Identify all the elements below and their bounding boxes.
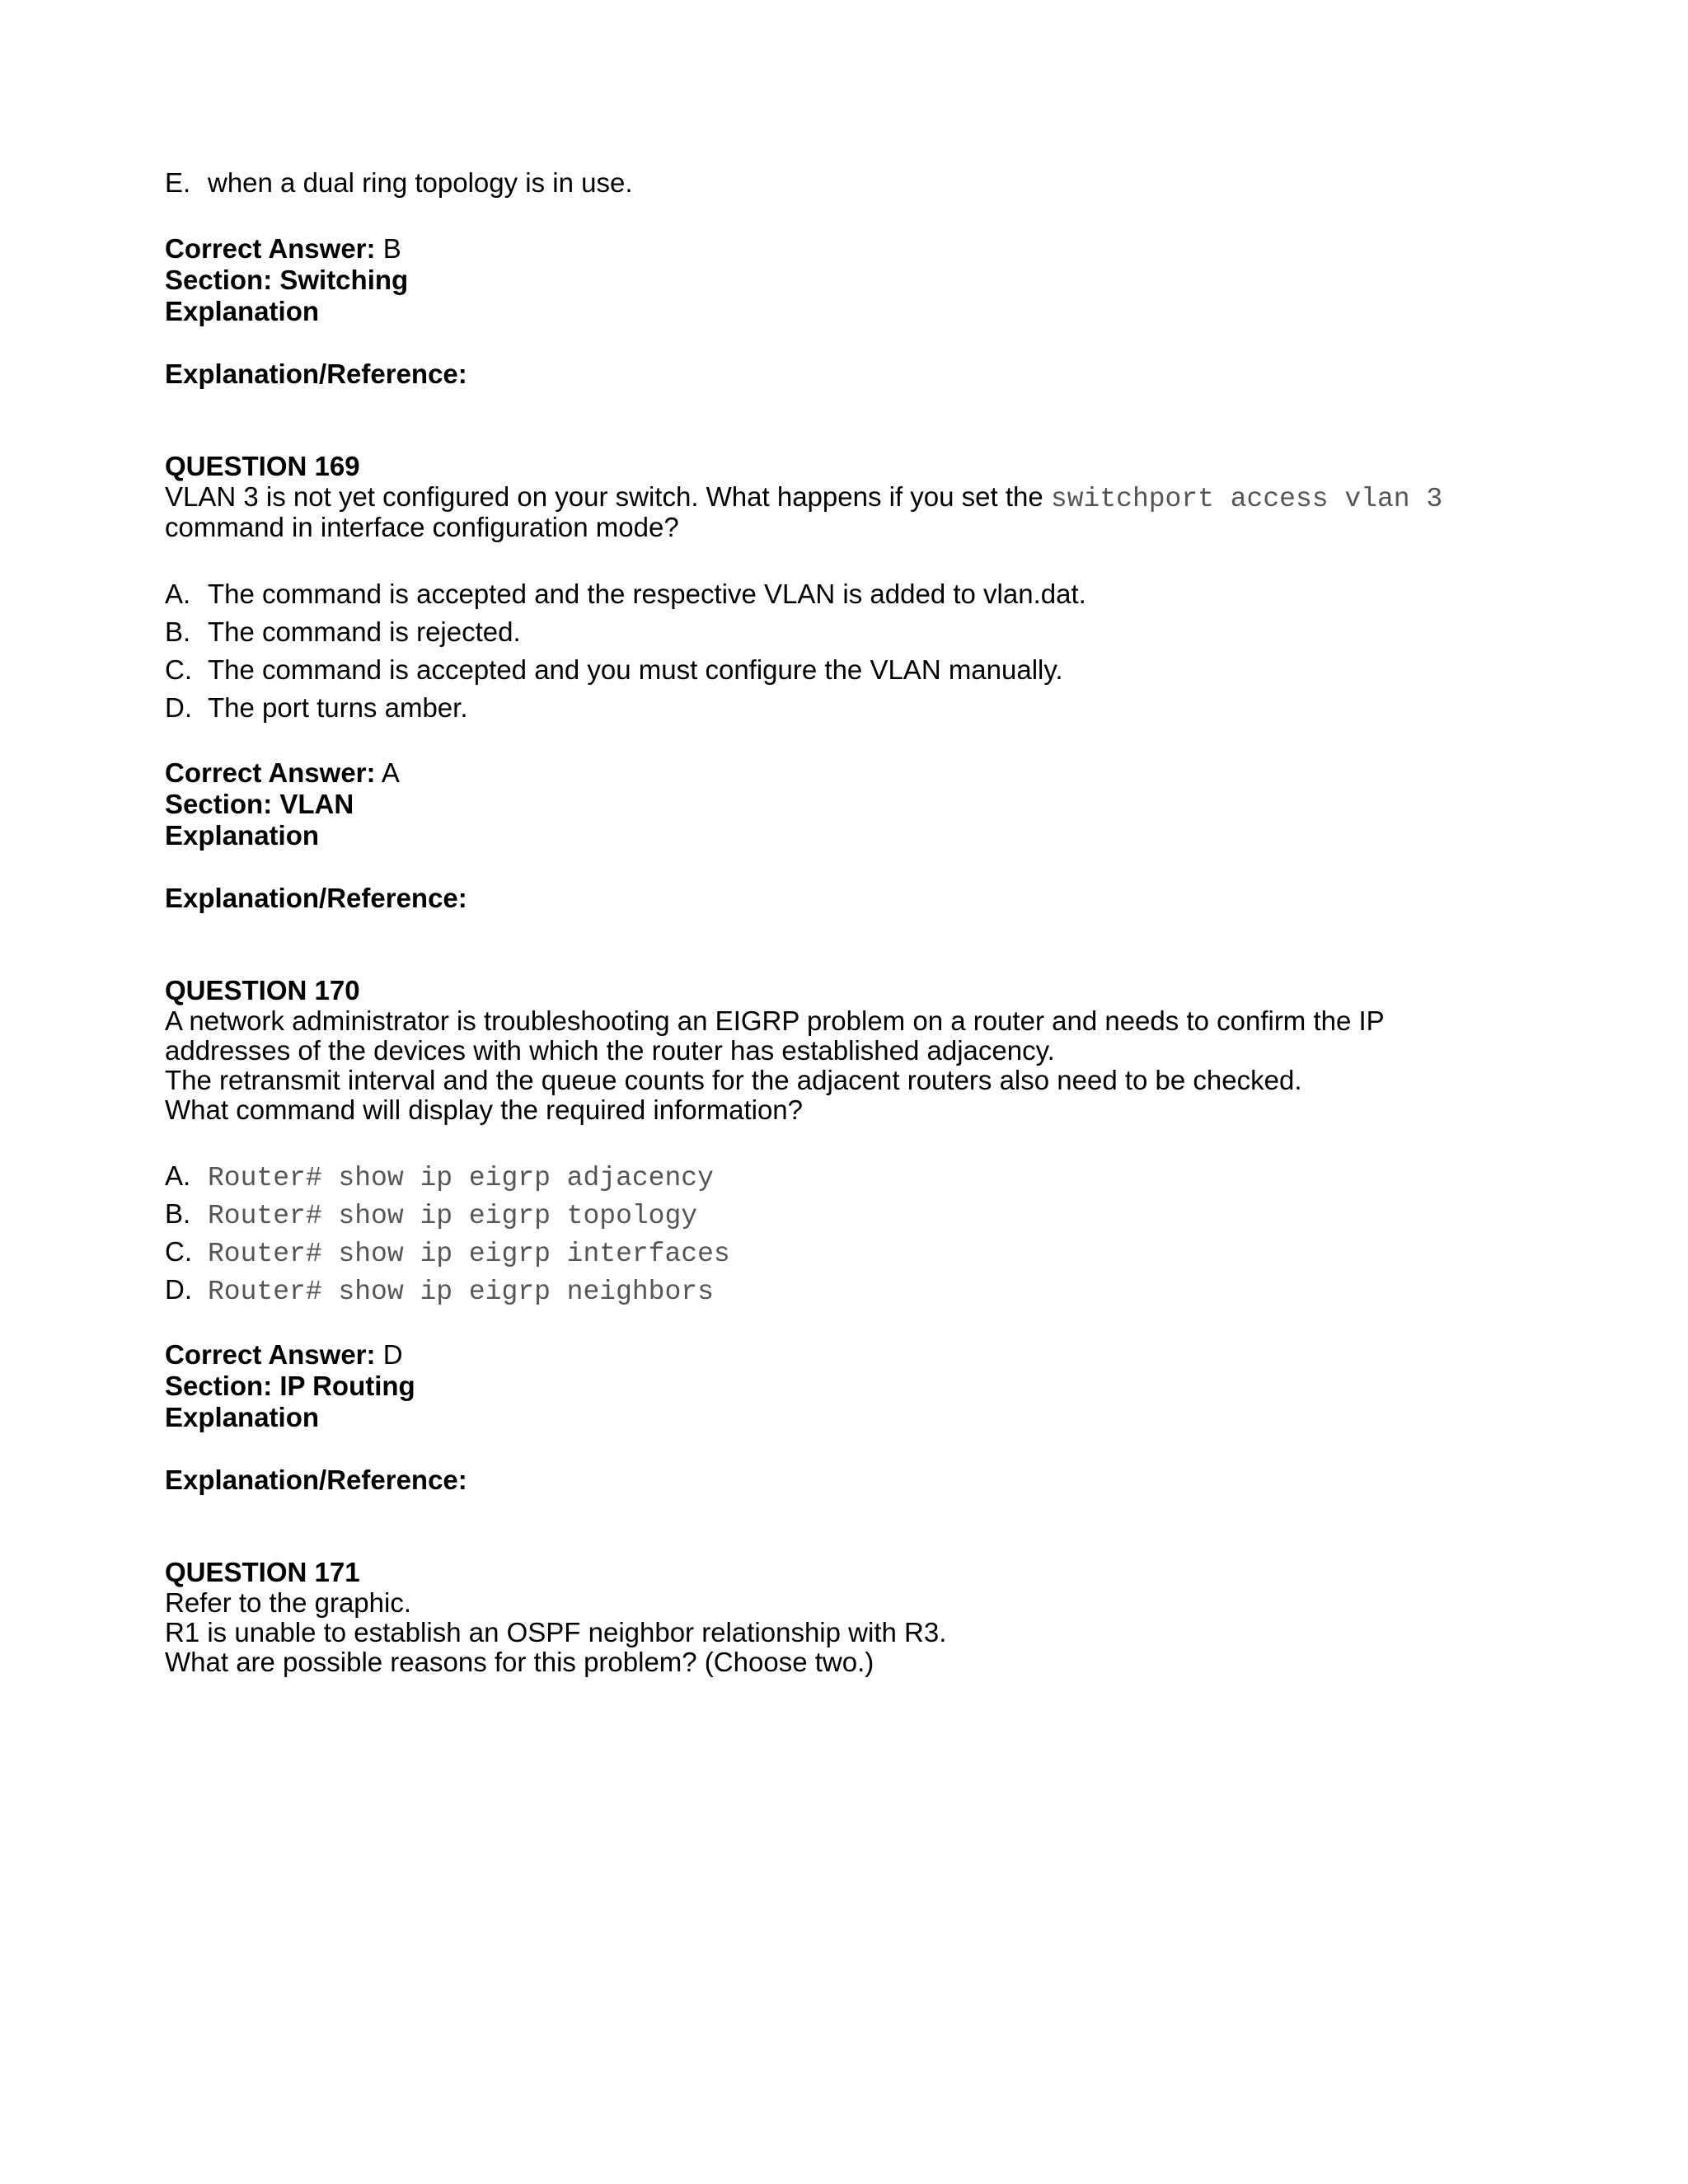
correct-answer-label: Correct Answer: bbox=[165, 233, 376, 264]
question-title: QUESTION 169 bbox=[165, 451, 360, 481]
explanation-heading: Explanation bbox=[165, 1402, 320, 1432]
correct-answer bbox=[165, 757, 400, 788]
answer-option-b bbox=[165, 616, 521, 647]
command-code: switchport access vlan 3 bbox=[1050, 484, 1443, 514]
question-text-line: What command will display the required information? bbox=[165, 1094, 804, 1125]
question-title: QUESTION 170 bbox=[165, 975, 360, 1005]
question-text-line: command in interface configuration mode? bbox=[165, 512, 679, 542]
section-label: Section: Switching bbox=[165, 265, 409, 295]
option-command: Router# show ip eigrp adjacency bbox=[208, 1163, 714, 1193]
answer-option-d bbox=[165, 692, 467, 723]
explanation-reference-heading: Explanation/Reference: bbox=[165, 883, 467, 913]
option-e bbox=[165, 167, 633, 198]
question-text-line: A network administrator is troubleshooting an EIGRP problem on a router and needs to confirm the IP bbox=[165, 1005, 1385, 1036]
option-text: The command is accepted and you must configure the VLAN manually. bbox=[208, 654, 1063, 685]
question-text-line: R1 is unable to establish an OSPF neighbor relationship with R3. bbox=[165, 1617, 947, 1647]
option-text: when a dual ring topology is in use. bbox=[208, 167, 633, 198]
answer-option-a bbox=[165, 579, 1086, 609]
answer-option-c bbox=[165, 654, 1063, 685]
section-label: Section: VLAN bbox=[165, 789, 354, 819]
question-text-line: The retransmit interval and the queue counts for the adjacent routers also need to be checked. bbox=[165, 1065, 1302, 1095]
question-title: QUESTION 171 bbox=[165, 1557, 360, 1587]
option-letter: E. bbox=[165, 167, 191, 198]
explanation-reference-heading: Explanation/Reference: bbox=[165, 1465, 467, 1495]
option-command: Router# show ip eigrp topology bbox=[208, 1201, 698, 1231]
option-command: Router# show ip eigrp neighbors bbox=[208, 1277, 714, 1307]
answer-option-b bbox=[165, 1198, 697, 1231]
correct-answer bbox=[165, 1339, 403, 1370]
option-text: The command is accepted and the respective VLAN is added to vlan.dat. bbox=[208, 579, 1086, 609]
option-letter: C. bbox=[165, 654, 192, 685]
correct-answer-value: B bbox=[382, 233, 401, 264]
section-label: Section: IP Routing bbox=[165, 1371, 415, 1401]
question-text-line: addresses of the devices with which the router has established adjacency. bbox=[165, 1035, 1055, 1066]
option-letter: B. bbox=[165, 616, 191, 647]
question-text-line bbox=[165, 481, 1442, 514]
question-text: VLAN 3 is not yet configured on your switch. What happens if you set the bbox=[165, 481, 1051, 512]
question-text-line: What are possible reasons for this problem? (Choose two.) bbox=[165, 1647, 874, 1677]
answer-option-c bbox=[165, 1236, 730, 1269]
correct-answer-label: Correct Answer: bbox=[165, 757, 376, 788]
question-text-line: Refer to the graphic. bbox=[165, 1587, 411, 1618]
option-letter: A. bbox=[165, 579, 191, 609]
option-text: The port turns amber. bbox=[208, 692, 468, 723]
option-letter: A. bbox=[165, 1160, 191, 1191]
answer-option-d bbox=[165, 1274, 714, 1307]
correct-answer-value: A bbox=[381, 757, 400, 788]
explanation-heading: Explanation bbox=[165, 820, 320, 851]
option-letter: D. bbox=[165, 692, 192, 723]
option-command: Router# show ip eigrp interfaces bbox=[208, 1239, 730, 1269]
option-letter: D. bbox=[165, 1274, 192, 1305]
option-letter: C. bbox=[165, 1236, 192, 1267]
correct-answer-label: Correct Answer: bbox=[165, 1339, 376, 1370]
explanation-reference-heading: Explanation/Reference: bbox=[165, 359, 467, 389]
answer-option-a bbox=[165, 1160, 714, 1193]
option-text: The command is rejected. bbox=[208, 616, 521, 647]
option-letter: B. bbox=[165, 1198, 191, 1229]
correct-answer bbox=[165, 233, 401, 264]
correct-answer-value: D bbox=[382, 1339, 403, 1370]
explanation-heading: Explanation bbox=[165, 296, 320, 326]
